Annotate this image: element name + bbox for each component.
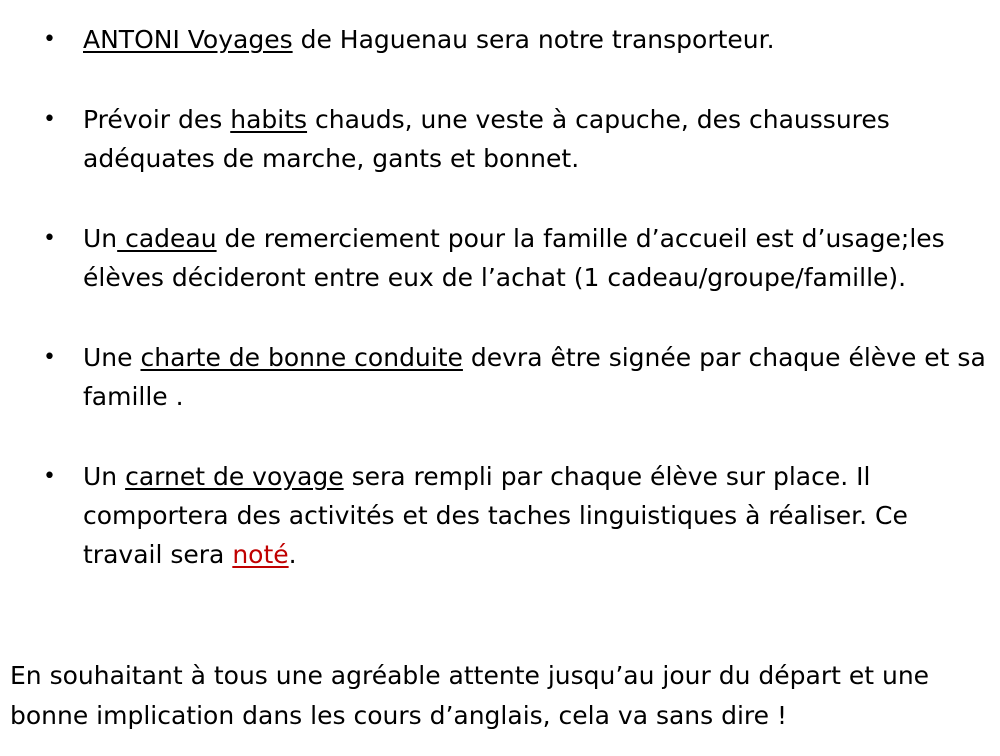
- gift-keyword: cadeau: [117, 224, 217, 253]
- bullet-text-post: devra être signée par chaque élève et sa famille .: [83, 343, 986, 411]
- bullet-dot-icon: •: [43, 464, 56, 489]
- bullet-text-pre: Prévoir des: [83, 105, 231, 134]
- bullet-text-post: sera rempli par chaque élève sur place. Il comportera des activités et des taches linguistiques à réaliser. Ce travail sera: [83, 462, 908, 569]
- bullet-text-post: chauds, une veste à capuche, des chaussures adéquates de marche, gants et bonnet.: [83, 105, 890, 173]
- bullet-text-post: de Haguenau sera notre transporteur.: [292, 25, 775, 54]
- graded-emphasis: noté: [232, 540, 289, 569]
- bullet-dot-icon: •: [43, 226, 56, 251]
- bullet-dot-icon: •: [43, 345, 56, 370]
- bullet-text-pre: Une: [83, 343, 141, 372]
- bullet-dot-icon: •: [43, 27, 56, 52]
- clothing-keyword: habits: [230, 105, 308, 134]
- bullet-text-pre: Un: [83, 224, 118, 253]
- bullet-text-tail: .: [288, 540, 297, 569]
- info-bullet-list: [0, 20, 1000, 615]
- charter-keyword: charte de bonne conduite: [140, 343, 463, 372]
- bullet-text-pre: Un: [83, 462, 126, 491]
- bullet-item-clothing: [0, 100, 1000, 178]
- transporter-name: ANTONI Voyages: [83, 25, 293, 54]
- bullet-item-transport: [0, 20, 1000, 59]
- bullet-item-travel-log: [0, 457, 1000, 574]
- bullet-item-charter: [0, 338, 1000, 416]
- bullet-item-gift: [0, 219, 1000, 297]
- travel-log-keyword: carnet de voyage: [125, 462, 344, 491]
- closing-paragraph: En souhaitant à tous une agréable attente jusqu’au jour du départ et une bonne implication dans les cours d’anglais, cela va sans dire !: [10, 661, 930, 730]
- bullet-text-post: de remerciement pour la famille d’accueil est d’usage;les élèves décideront entre eux de l’achat (1 cadeau/groupe/famille).: [83, 224, 945, 292]
- bullet-dot-icon: •: [43, 107, 56, 132]
